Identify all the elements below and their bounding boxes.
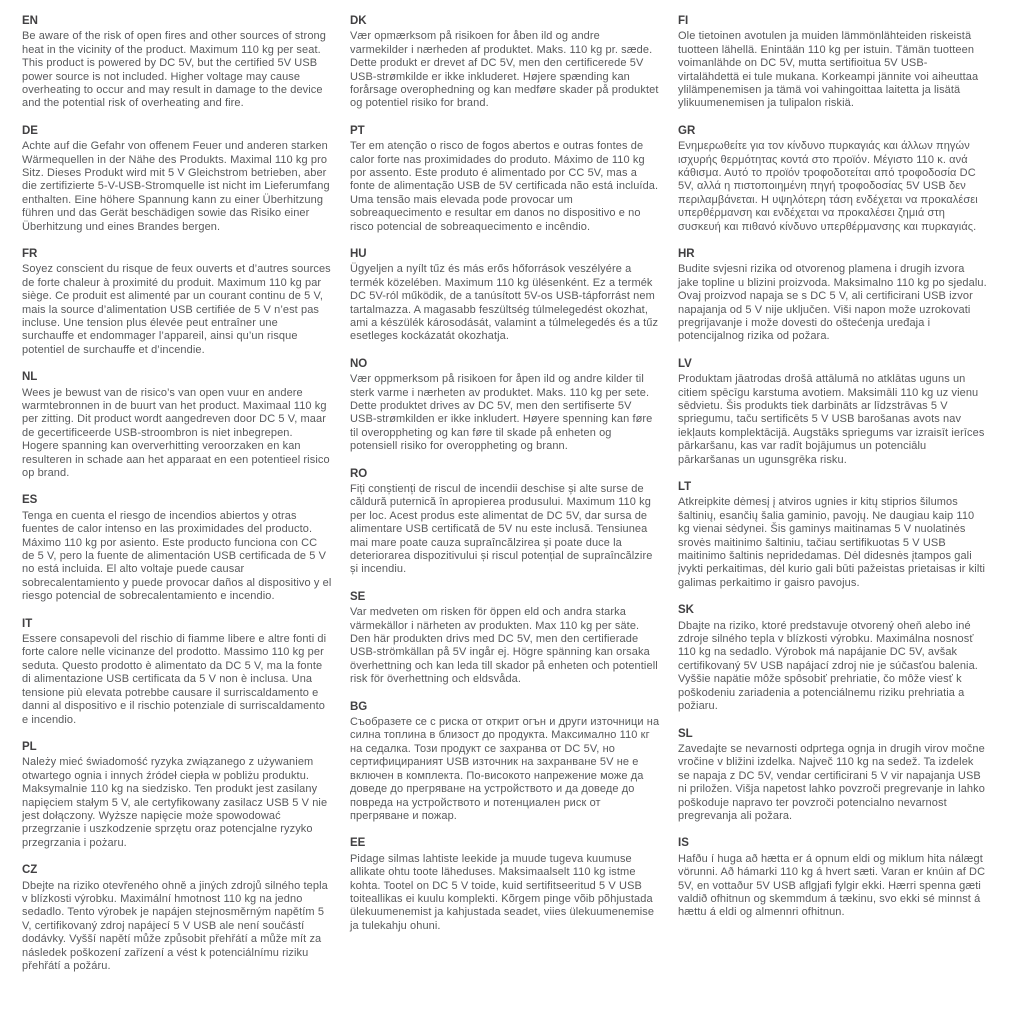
lang-text-es: Tenga en cuenta el riesgo de incendios abiertos y otras fuentes de calor intenso en las proximidades del producto. Máximo 110 kg por asiento. Este producto funciona con CC de 5 V, pero la fuente de alimentación USB certificada de 5 V no está incluida. El alto voltaje puede causar sobrecalentamiento y puede provocar daños al dispositivo y el riesgo potencial de sobrecalentamiento e incendio.: [22, 509, 332, 603]
lang-code-lv: LV: [678, 357, 692, 370]
lang-code-fr: FR: [22, 248, 38, 261]
lang-code-bg: BG: [350, 700, 368, 713]
lang-code-lt: LT: [678, 481, 692, 494]
lang-section-fi: [678, 14, 988, 111]
lang-section-lt: [678, 480, 988, 590]
lang-code-de: DE: [22, 124, 38, 137]
lang-section-fr: [22, 247, 332, 357]
lang-text-sl: Zavedajte se nevarnosti odprtega ognja in drugih virov močne vročine v bližini izdelka. Največ 110 kg na sedež. Ta izdelek se napaja z DC 5V, vendar certificirani 5 V vir napajanja USB ni priložen. Višja napetost lahko povzroči pregrevanje in lahko poškoduje napravo ter povzroči potencialno nevarnost pregrevanja ali požara.: [678, 742, 985, 822]
lang-code-hr: HR: [678, 248, 695, 261]
lang-text-pt: Ter em atenção o risco de fogos abertos e outras fontes de calor forte nas proximidades do produto. Máximo de 110 kg por assento. Este produto é alimentado por CC 5V, mas a fonte de alimentação USB de 5V certificada não está incluída. Uma tensão mais elevada pode provocar um sobreaquecimento e resultar em danos no dispositivo e no risco potencial de sobreaquecimento e incêndio.: [350, 140, 659, 233]
lang-code-sl: SL: [678, 727, 693, 740]
lang-section-dk: [350, 14, 660, 111]
lang-text-fi: Ole tietoinen avotulen ja muiden lämmönlähteiden riskeistä tuotteen lähellä. Enintään 110 kg per istuin. Tämän tuotteen voimanlähde on DC 5V, mutta sertifioitua 5V USB-virtalähdettä ei tule mukana. Korkeampi jännite voi aiheuttaa ylilämpenemisen ja tämä voi vahingoittaa laitetta ja lisätä ylikuumenemisen ja tulipalon riskiä.: [678, 30, 979, 110]
lang-code-hu: HU: [350, 248, 367, 261]
lang-text-hu: Ügyeljen a nyílt tűz és más erős hőforrások veszélyére a termék közelében. Maximum 110 kg ülésenként. Ez a termék DC 5V-ról működik, de a tanúsított 5V-os USB-tápforrást nem tartalmazza. A magasabb feszültség túlmelegedést okozhat, ami a készülék károsodását, valamint a túlmelegedés és a tűz esetleges kockázatát okozhatja.: [350, 263, 659, 343]
lang-text-nl: Wees je bewust van de risico’s van open vuur en andere warmtebronnen in de buurt van het product. Maximaal 110 kg per zitting. Dit product wordt aangedreven door DC 5 V, maar de gecertificeerde USB-stroombron is niet inbegrepen. Hogere spanning kan oververhitting veroorzaken en kan resulteren in schade aan het apparaat en een potentieel risico op brand.: [22, 386, 330, 480]
lang-text-hr: Budite svjesni rizika od otvorenog plamena i drugih izvora jake topline u blizini proizvoda. Maksimalno 110 kg po sjedalu. Ovaj proizvod napaja se s DC 5 V, ali certificirani USB izvor napajanja od 5 V nije uključen. Viši napon može uzrokovati pregrijavanje i može dovesti do oštećenja uređaja i potencijalnog rizika od požara.: [678, 263, 987, 343]
lang-text-dk: Vær opmærksom på risikoen for åben ild og andre varmekilder i nærheden af produktet. Maks. 110 kg pr. sæde. Dette produkt er drevet af DC 5V, men den certificerede 5V USB-strømkilde er ikke inkluderet. Højere spænding kan forårsage overophedning og kan medføre skader på produktet og potentiel risiko for brand.: [350, 30, 659, 110]
lang-section-bg: [350, 700, 660, 824]
lang-section-hr: [678, 247, 988, 344]
lang-text-en: Be aware of the risk of open fires and other sources of strong heat in the vicinity of the product. Maximum 110 kg per seat. This product is powered by DC 5V, but the certified 5V USB power source is not included. Higher voltage may cause overheating to occur and may result in damage to the device and the potential risk of overheating and fire.: [22, 30, 326, 110]
lang-code-fi: FI: [678, 15, 689, 27]
lang-code-en: EN: [22, 15, 38, 27]
lang-text-fr: Soyez conscient du risque de feux ouverts et d’autres sources de forte chaleur à proximité du produit. Maximum 110 kg par siège. Ce produit est alimenté par un courant continu de 5 V, mais la source d’alimentation USB certifiée de 5 V n’est pas incluse. Une tension plus élevée peut entraîner une surchauffe et endommager l’appareil, ainsi qu’un risque potentiel de surchauffe et d’incendie.: [22, 263, 331, 356]
lang-code-cz: CZ: [22, 864, 38, 877]
lang-text-cz: Dbejte na riziko otevřeného ohně a jiných zdrojů silného tepla v blízkosti výrobku. Maximální hmotnost 110 kg na jedno sedadlo. Tento výrobek je napájen stejnosměrným napětím 5 V, certifikovaný zdroj napájecí 5 V USB ale není součástí dodávky. Vyšší napětí může způsobit přehřátí a může mít za následek poškození zařízení a vést k potenciálnímu riziku přehřátí a požáru.: [22, 879, 328, 972]
lang-code-nl: NL: [22, 371, 38, 384]
lang-section-sk: [678, 603, 988, 713]
lang-code-pl: PL: [22, 740, 37, 753]
lang-section-no: [350, 357, 660, 454]
lang-section-is: [678, 836, 988, 919]
lang-text-se: Var medveten om risken för öppen eld och andra starka värmekällor i närheten av produkten. Max 110 kg per säte. Den här produkten drivs med DC 5V, men den certifierade USB-strömkällan på 5V ingår ej. Högre spänning kan orsaka överhettning och kan leda till skador på enheten och potentiell risk för överhettning och eldsvåda.: [350, 606, 658, 686]
lang-section-ro: [350, 467, 660, 577]
lang-section-en: [22, 14, 332, 111]
lang-text-gr: Ενημερωθείτε για τον κίνδυνο πυρκαγιάς και άλλων πηγών ισχυρής θερμότητας κοντά στο προϊόν. Μέγιστο 110 κ. ανά κάθισμα. Αυτό το προϊόν τροφοδοτείται από τροφοδοσία DC 5V, αλλά η πιστοποιημένη πηγή τροφοδοσίας 5V USB δεν περιλαμβάνεται. Η υψηλότερη τάση ενδέχεται να προκαλέσει υπερθέρμανση και ενδέχεται να προκαλέσει ζημιά στη συσκευή και πιθανό κίνδυνο υπερθέρμανσης και πυρκαγιάς.: [678, 140, 978, 233]
lang-text-bg: Съобразете се с риска от открит огън и други източници на силна топлина в близост до продукта. Максимално 110 кг на седалка. Този продукт се захранва от DC 5V, но сертифицираният USB източник на захранване 5V не е включен в комплекта. По-високото напрежение може да доведе до прегряване на устройството и да доведе до повреда на устройството и потенциален риск от прегряване и пожар.: [350, 716, 660, 822]
lang-text-de: Achte auf die Gefahr von offenem Feuer und anderen starken Wärmequellen in der Nähe des Produkts. Maximal 110 kg pro Sitz. Dieses Produkt wird mit 5 V Gleichstrom betrieben, aber die zertifizierte 5-V-USB-Stromquelle ist nicht im Lieferumfang enthalten. Eine höhere Spannung kann zu einer Überhitzung führen und das Gerät beschädigen sowie das Risiko einer Überhitzung und eines Brandes bergen.: [22, 140, 330, 233]
lang-text-lv: Produktam jāatrodas drošā attālumā no atklātas uguns un citiem spēcīgu karstuma avotiem. Maksimāli 110 kg uz vienu sēdvietu. Šis produkts tiek darbināts ar līdzstrāvas 5 V spriegumu, taču sertificēts 5 V USB barošanas avots nav iekļauts komplektācijā. Augstāks spriegums var izraisīt ierīces pārkaršanu, kas var radīt bojājumus un potenciālu pārkaršanas un ugunsgrēka risku.: [678, 373, 985, 466]
lang-section-de: [22, 124, 332, 234]
lang-code-no: NO: [350, 357, 368, 370]
lang-section-it: [22, 617, 332, 727]
lang-section-hu: [350, 247, 660, 344]
lang-text-lt: Atkreipkite dėmesį į atviros ugnies ir kitų stiprios šilumos šaltinių, esančių šalia gaminio, pavojų. Ne daugiau kaip 110 kg vienai sėdynei. Šis gaminys maitinamas 5 V nuolatinės srovės maitinimo šaltiniu, tačiau sertifikuotas 5 V USB maitinimo šaltinis nepridedamas. Dėl didesnės įtampos gali įvykti perkaitimas, dėl kurio gali būti pažeistas prietaisas ir kilti galimas perkaitimo ir gaisro pavojus.: [678, 496, 986, 589]
lang-section-es: [22, 493, 332, 603]
lang-section-nl: [22, 370, 332, 480]
column-1: [22, 14, 332, 1014]
column-2: [350, 14, 660, 1014]
lang-section-cz: [22, 863, 332, 973]
lang-section-sl: [678, 727, 988, 824]
lang-section-pt: [350, 124, 660, 234]
lang-code-pt: PT: [350, 124, 365, 137]
lang-section-gr: [678, 124, 988, 234]
lang-text-ro: Fiți conștienți de riscul de incendii deschise și alte surse de căldură puternică în apropierea produsului. Maximum 110 kg per loc. Acest produs este alimentat de DC 5V, dar sursa de alimentare USB certificată de 5V nu este inclusă. Tensiunea mai mare poate cauza supraîncălzirea și poate duce la deteriorarea dispozitivului și riscul potențial de supraîncălzire și incendiu.: [350, 483, 653, 576]
lang-text-it: Essere consapevoli del rischio di fiamme libere e altre fonti di forte calore nelle vicinanze del prodotto. Massimo 110 kg per seduta. Questo prodotto è alimentato da DC 5 V, ma la fonte di alimentazione USB certificata da 5 V non è inclusa. Una tensione più elevata potrebbe causare il surriscaldamento e danni al dispositivo e il rischio potenziale di surriscaldamento e incendio.: [22, 633, 327, 726]
lang-text-no: Vær oppmerksom på risikoen for åpen ild og andre kilder til sterk varme i nærheten av produktet. Maks. 110 kg per sete. Dette produktet drives av DC 5V, men den sertifiserte 5V USB-strømkilden er ikke inkludert. Høyere spenning kan føre til overoppheting og kan føre til skade på enheten og potensiell risiko for overoppheting og brann.: [350, 373, 653, 453]
lang-code-se: SE: [350, 590, 366, 603]
lang-section-pl: [22, 740, 332, 850]
lang-section-ee: [350, 836, 660, 933]
lang-code-ee: EE: [350, 837, 366, 850]
lang-text-ee: Pidage silmas lahtiste leekide ja muude tugeva kuumuse allikate ohtu toote läheduses. Maksimaalselt 110 kg istme kohta. Tootel on DC 5 V toide, kuid sertifitseeritud 5 V USB toiteallikas ei kuulu komplekti. Kõrgem pinge võib põhjustada ülekuumenemist ja kahjustada seadet, viies ülekuumenemise ja tulekahju ohuni.: [350, 852, 655, 932]
lang-text-is: Hafðu í huga að hætta er á opnum eldi og miklum hita nálægt vörunni. Að hámarki 110 kg á hvert sæti. Varan er knúin af DC 5V, en vottaður 5V USB aflgjafi fylgir ekki. Hærri spenna gæti valdið ofhitnun og skemmdum á tækinu, svo ekki sé minnst á hættu á eldi og almennri ofhitnun.: [678, 852, 986, 919]
lang-code-sk: SK: [678, 604, 694, 617]
lang-section-se: [350, 590, 660, 687]
lang-code-es: ES: [22, 494, 38, 507]
lang-text-sk: Dbajte na riziko, ktoré predstavuje otvorený oheň alebo iné zdroje silného tepla v blízkosti výrobku. Maximálna nosnosť 110 kg na sedadlo. Výrobok má napájanie DC 5V, avšak certifikovaný 5V USB napájací zdroj nie je súčasťou balenia. Vyššie napätie môže spôsobiť prehriatie, čo môže viesť k poškodeniu zariadenia a potenciálnemu riziku prehriatia a požiaru.: [678, 619, 978, 713]
lang-code-gr: GR: [678, 124, 696, 137]
lang-code-is: IS: [678, 837, 689, 850]
column-3: [678, 14, 988, 1014]
lang-text-pl: Należy mieć świadomość ryzyka związanego z używaniem otwartego ognia i innych źródeł ciepła w pobliżu produktu. Maksymalnie 110 kg na siedzisko. Ten produkt jest zasilany napięciem stałym 5 V, ale certyfikowany zasilacz USB 5 V nie jest dołączony. Wyższe napięcie może spowodować przegrzanie i uszkodzenie sprzętu oraz potencjalne ryzyko przegrzania i pożaru.: [22, 756, 328, 849]
lang-code-ro: RO: [350, 467, 368, 480]
lang-code-dk: DK: [350, 15, 367, 27]
lang-section-lv: [678, 357, 988, 467]
lang-code-it: IT: [22, 617, 33, 630]
